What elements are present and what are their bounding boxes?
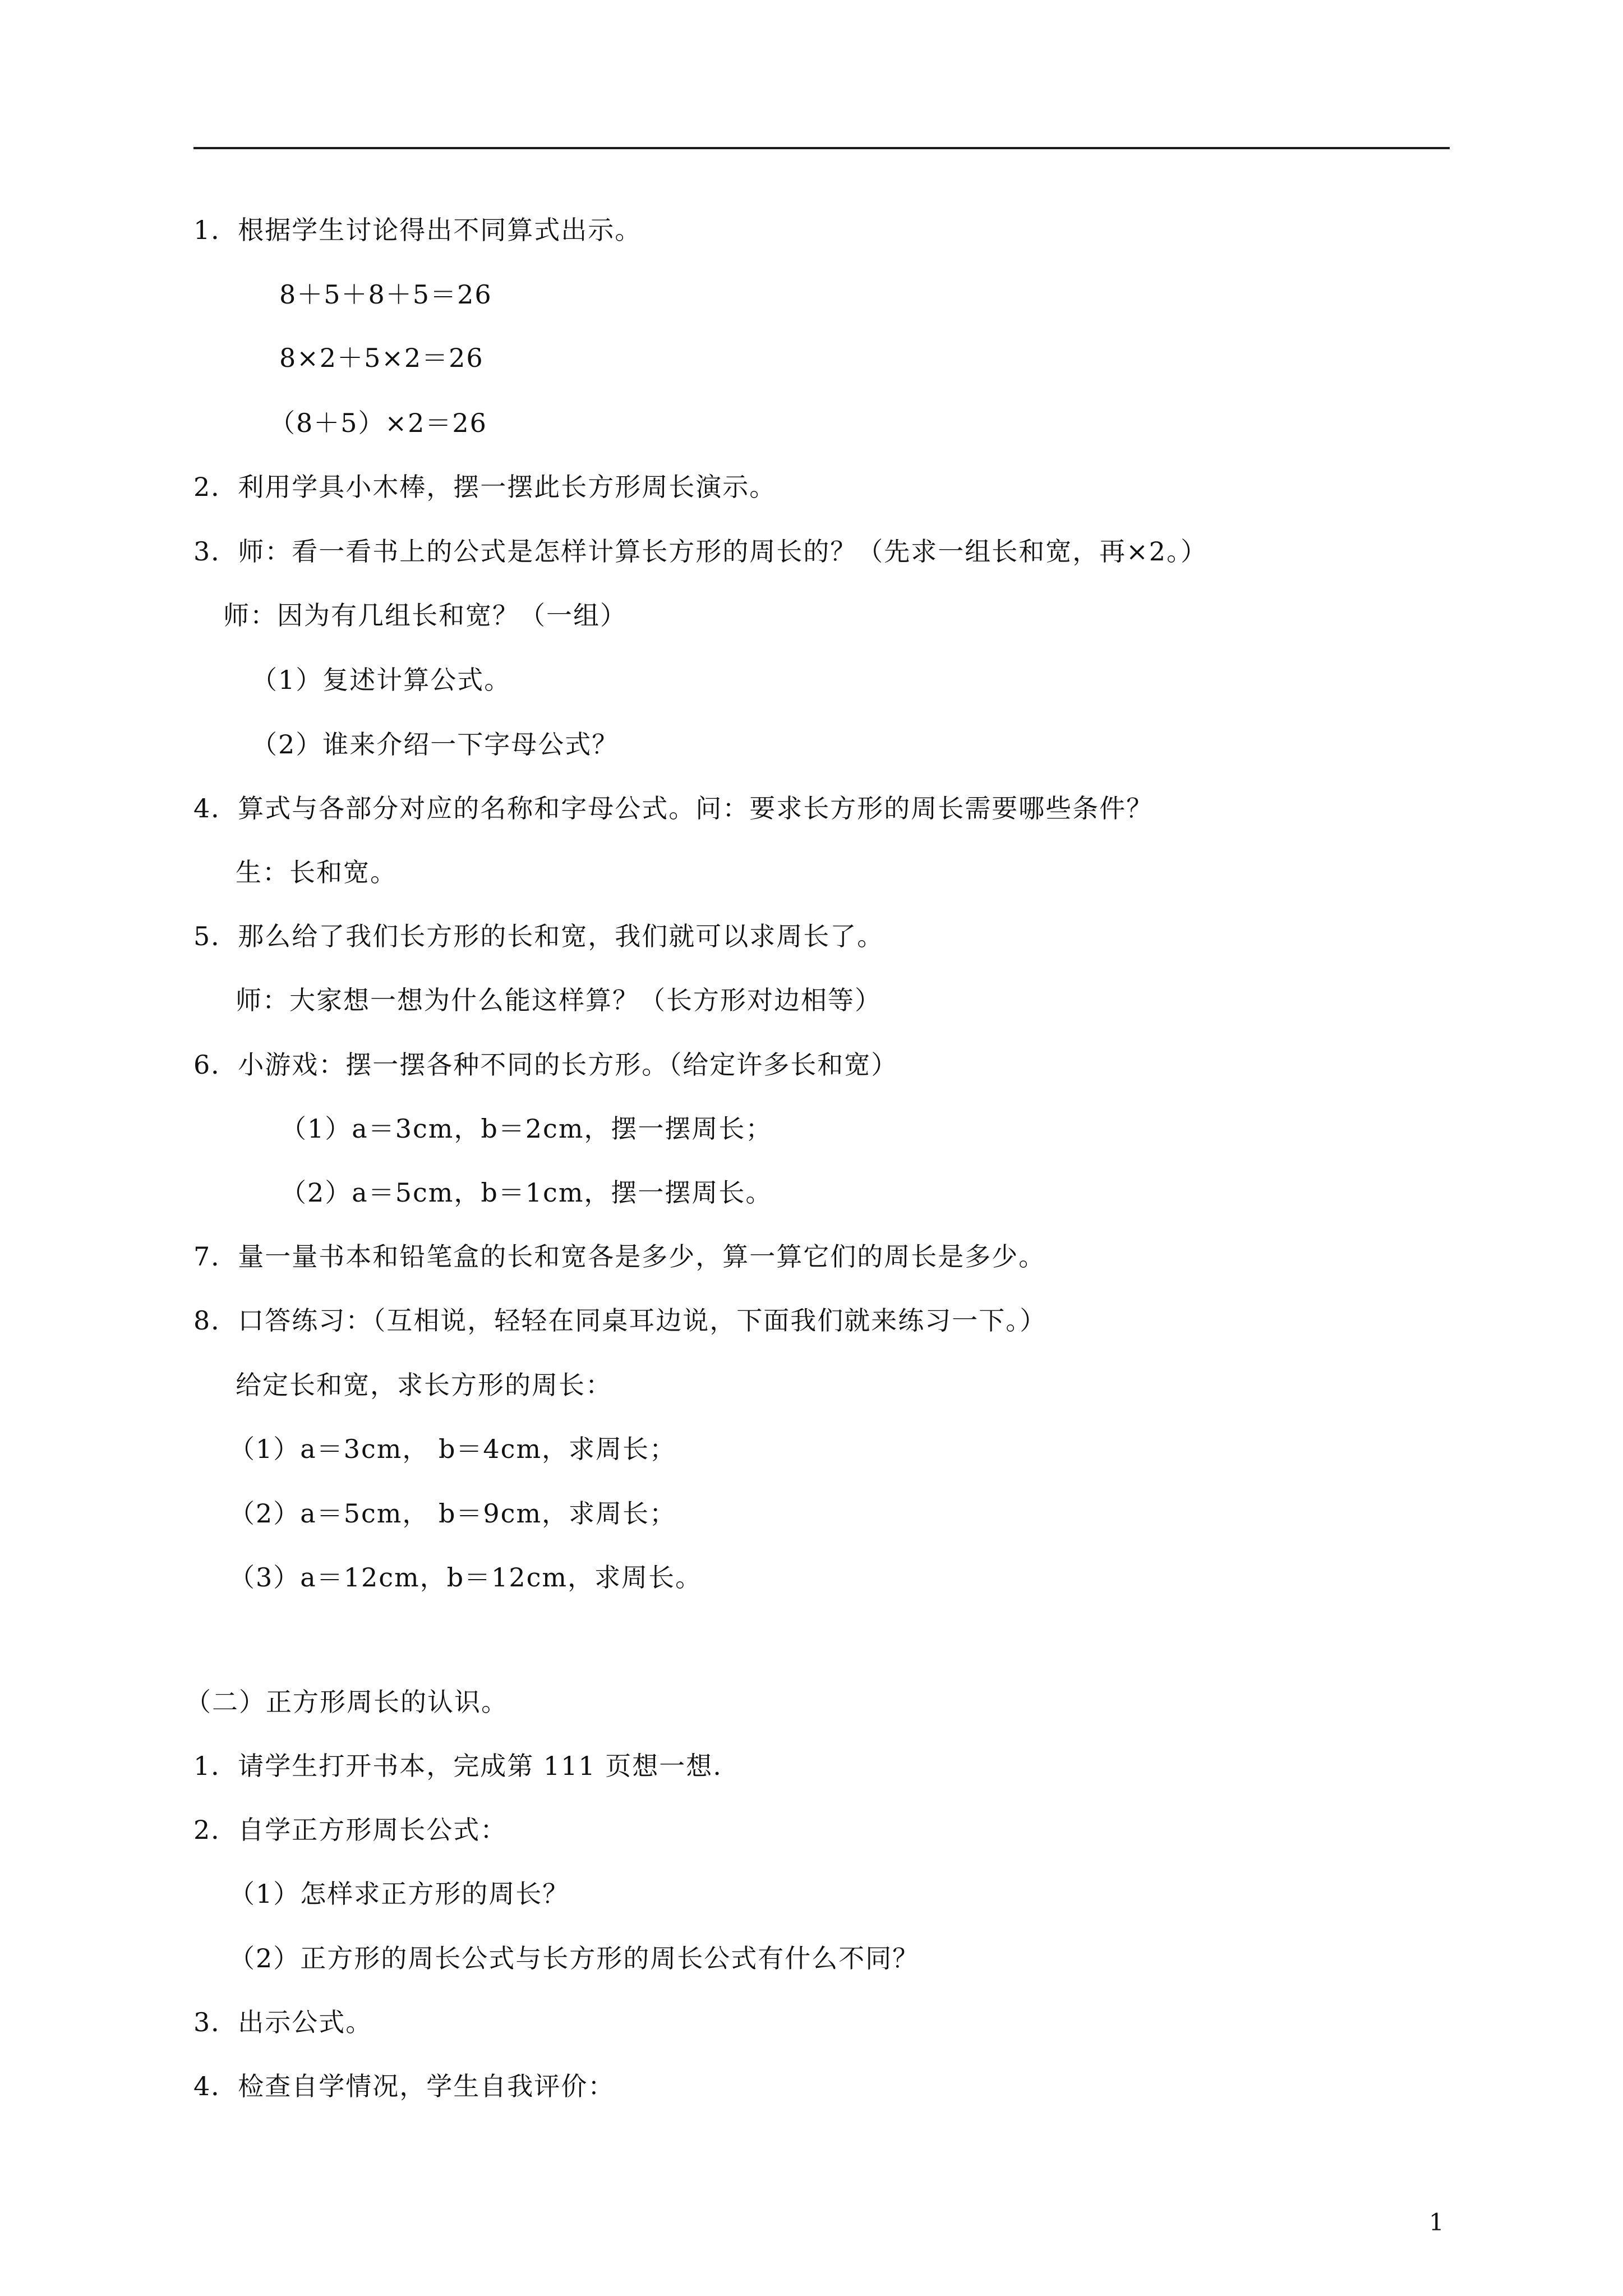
text-line: （1）怎样求正方形的周长？ — [229, 1879, 570, 1909]
text-line: 2．自学正方形周长公式： — [193, 1815, 508, 1845]
text-line: 生：长和宽。 — [236, 857, 397, 887]
text-line: 5．那么给了我们长方形的长和宽，我们就可以求周长了。 — [193, 921, 884, 951]
text-line: 3．出示公式。 — [193, 2007, 373, 2037]
text-line: （1）复述计算公式。 — [251, 665, 511, 695]
text-line: 给定长和宽，求长方形的周长： — [236, 1370, 612, 1400]
text-line: 3．师：看一看书上的公式是怎样计算长方形的周长的？（先求一组长和宽，再×2。） — [193, 536, 1208, 567]
text-line: 4．检查自学情况，学生自我评价： — [193, 2071, 615, 2101]
equation-line: 8＋5＋8＋5＝26 — [279, 279, 492, 310]
section-heading: （二）正方形周长的认识。 — [185, 1687, 508, 1717]
text-line: （2）正方形的周长公式与长方形的周长公式有什么不同？ — [229, 1943, 920, 1973]
text-line: 1．请学生打开书本，完成第 111 页想一想. — [193, 1751, 722, 1781]
text-line: 7．量一量书本和铅笔盒的长和宽各是多少，算一算它们的周长是多少。 — [193, 1241, 1046, 1272]
page-number: 1 — [1429, 2208, 1444, 2236]
text-line: （2）a＝5cm， b＝9cm，求周长； — [229, 1498, 677, 1529]
text-line: 6．小游戏：摆一摆各种不同的长方形。（给定许多长和宽） — [193, 1050, 898, 1080]
equation-line: （8＋5）×2＝26 — [269, 408, 487, 438]
text-line: 师：大家想一想为什么能这样算？（长方形对边相等） — [236, 985, 882, 1015]
text-line: 师：因为有几组长和宽？（一组） — [223, 600, 627, 631]
text-line: （2）a＝5cm，b＝1cm，摆一摆周长。 — [280, 1177, 773, 1208]
text-line: 1．根据学生讨论得出不同算式出示。 — [193, 215, 642, 245]
text-line: （1）a＝3cm， b＝4cm，求周长； — [229, 1434, 677, 1464]
text-line: 4．算式与各部分对应的名称和字母公式。问：要求长方形的周长需要哪些条件？ — [193, 793, 1154, 823]
text-line: 8．口答练习：（互相说，轻轻在同桌耳边说，下面我们就来练习一下。） — [193, 1305, 1047, 1336]
text-line: （2）谁来介绍一下字母公式？ — [251, 729, 619, 760]
text-line: （1）a＝3cm，b＝2cm，摆一摆周长； — [280, 1114, 773, 1144]
header-rule — [193, 147, 1450, 149]
equation-line: 8×2＋5×2＝26 — [279, 343, 484, 373]
text-line: 2．利用学具小木棒，摆一摆此长方形周长演示。 — [193, 472, 777, 502]
text-line: （3）a＝12cm，b＝12cm，求周长。 — [229, 1562, 702, 1593]
